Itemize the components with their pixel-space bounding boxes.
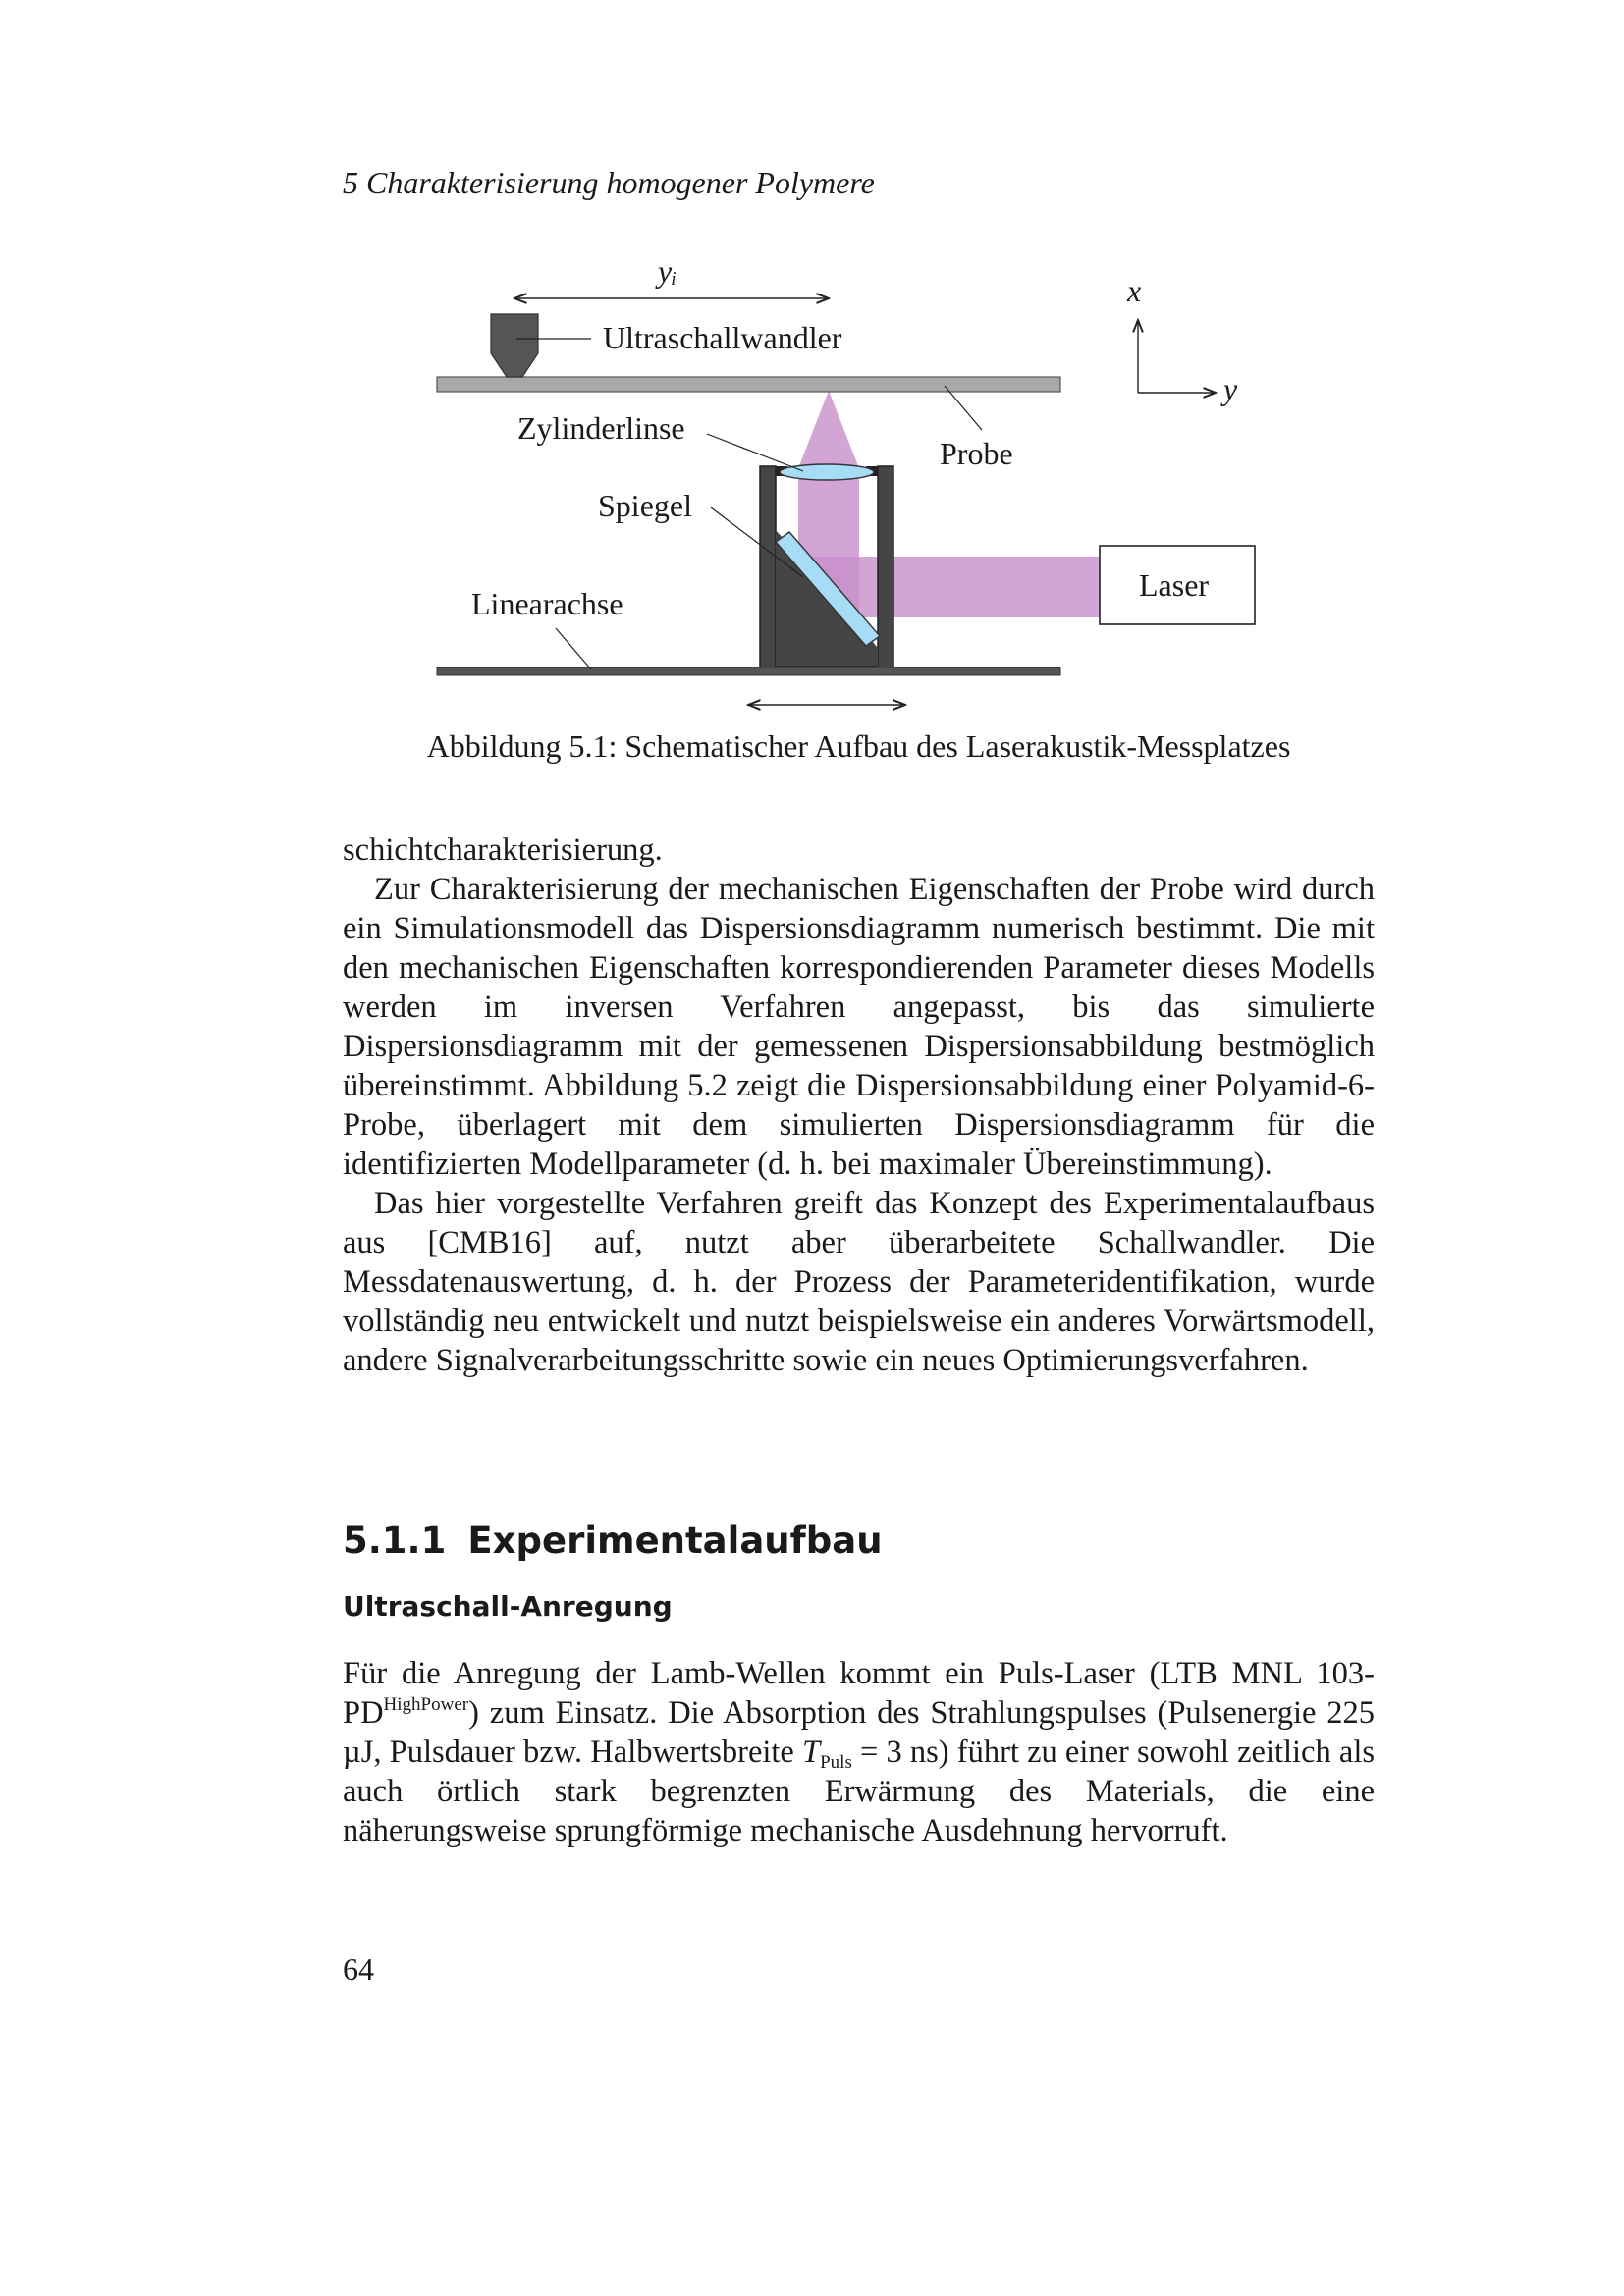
paragraph-1: Zur Charakterisierung der mechanischen Eigenschaften der Probe wird durch ein Simulationsmodell das Dispersionsdiagramm numerisch bestimmt. Die mit den mechanischen Eigenschaften korrespondierenden Parameter dieses Modells werden im inversen Verfahren angepasst, bis das simulierte Dispersionsdiagramm mit der gemessenen Dispersionsabbildung bestmöglich übereinstimmt. Abbildung 5.2 zeigt die Dispersionsabbildung einer Polyamid-6-Probe, überlagert mit dem simulierten Dispersionsdiagramm für die identifizierten Modellparameter (d. h. bei maximaler Übereinstimmung). [343, 872, 1375, 1182]
leader-linear-axis [556, 628, 591, 669]
label-spiegel: Spiegel [598, 488, 692, 523]
label-y-i: yᵢ [658, 253, 677, 289]
label-axis-x: x [1127, 273, 1142, 308]
label-probe: Probe [940, 436, 1013, 471]
linear-axis-rail [437, 667, 1060, 675]
body-text [343, 830, 1375, 1380]
leader-probe [945, 386, 982, 430]
paragraph-2: Das hier vorgestellte Verfahren greift das Konzept des Experimentalaufbaus aus [CMB16] auf, nutzt aber überarbeitete Schallwandler. Die Messdatenauswertung, d. h. der Prozess der Parameteridentifikation, wurde vollständig neu entwickelt und nutzt beispielsweise ein anderes Vorwärtsmodell, andere Signalverarbeitungsschritte sowie ein neues Optimierungsverfahren. [343, 1186, 1375, 1378]
label-linearachse: Linearachse [471, 586, 623, 621]
lens-shape [780, 464, 874, 480]
label-ultraschallwandler: Ultraschallwandler [603, 320, 842, 355]
subsection-heading: Ultraschall-Anregung [343, 1590, 673, 1623]
transducer-shape [491, 314, 538, 377]
page-number: 64 [343, 1951, 374, 1987]
figure-caption: Abbildung 5.1: Schematischer Aufbau des Laserakustik-Messplatzes [426, 728, 1291, 764]
paragraph-3 [343, 1654, 1375, 1850]
para3-t-var: T [802, 1735, 821, 1770]
laser-beam-focus-cone [798, 391, 859, 468]
para3-part1: Für die Anregung der Lamb-Wellen kommt ein Puls-Laser (LTB MNL 103-PD [343, 1656, 1375, 1731]
paragraph-0: schichtcharakterisierung. [343, 832, 663, 868]
label-laser: Laser [1139, 567, 1210, 603]
body-text-2 [343, 1654, 1375, 1850]
label-zylinderlinse: Zylinderlinse [517, 410, 685, 446]
section-heading [343, 1520, 883, 1562]
para3-sup: HighPower [383, 1694, 469, 1715]
leader-lens [707, 434, 803, 471]
para3-part3: = 3 ns) führt zu einer sowohl zeitlich als auch örtlich stark begrenzten Erwärmung des Materials, die eine näherungsweise sprungförmige mechanische Ausdehnung hervorruft. [343, 1735, 1375, 1848]
section-title: Experimentalaufbau [467, 1520, 883, 1562]
section-number: 5.1.1 [343, 1520, 447, 1562]
para3-part2: ) zum Einsatz. Die Absorption des Strahlungspulses (Pulsenergie 225 µJ, Pulsdauer bzw. Halbwertsbreite [343, 1695, 1375, 1770]
figure-setup-schematic [0, 245, 1624, 726]
sample-plate [437, 377, 1060, 392]
running-head: 5 Charakterisierung homogener Polymere [343, 165, 875, 200]
para3-t-sub: Puls [820, 1752, 852, 1773]
schematic-svg [0, 245, 1624, 726]
label-axis-y: y [1223, 371, 1238, 406]
